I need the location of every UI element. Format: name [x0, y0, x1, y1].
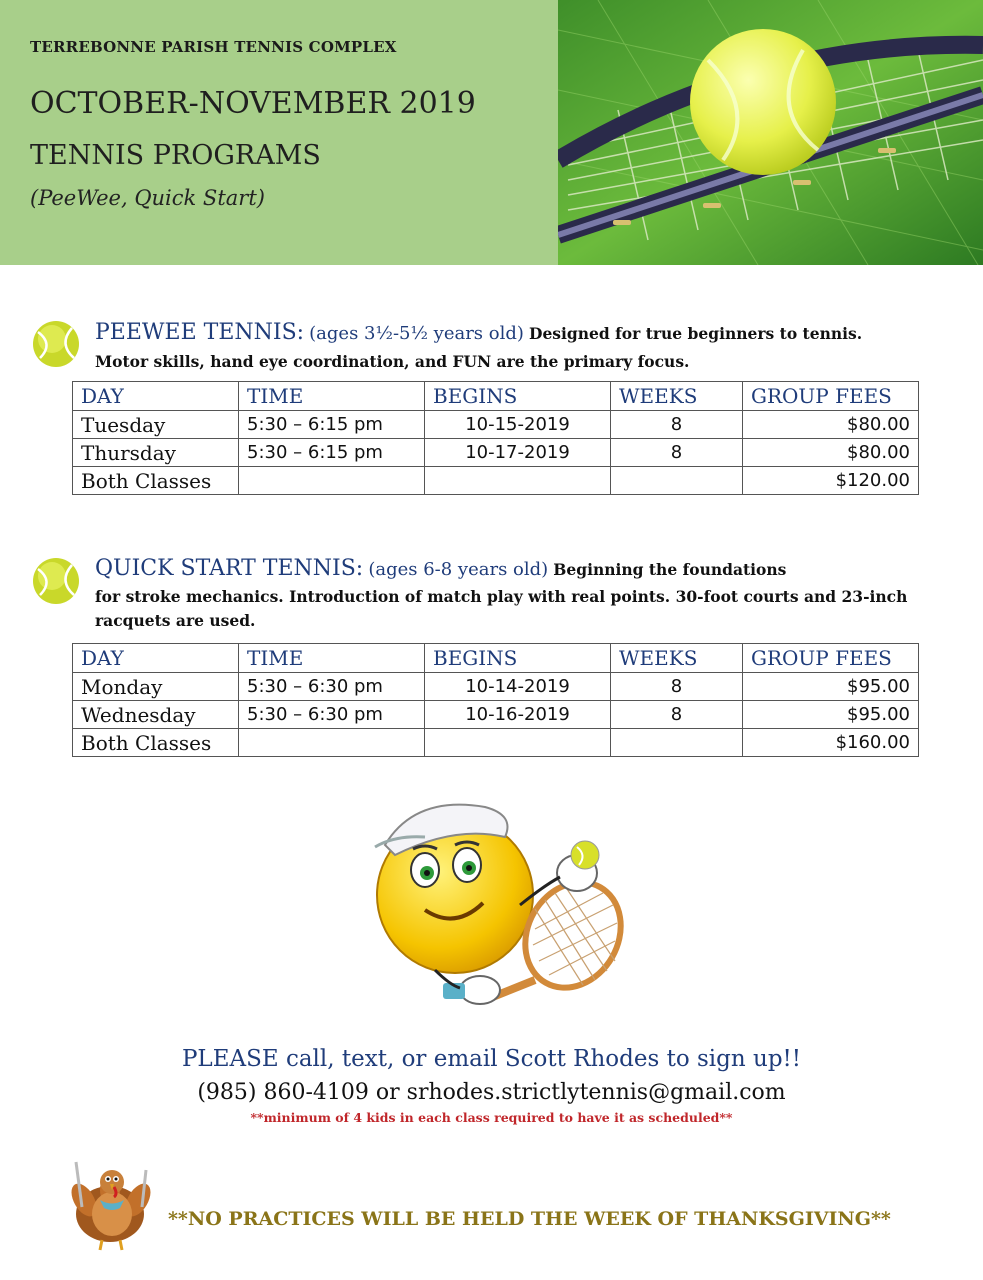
time-cell	[239, 729, 425, 757]
weeks-cell: 8	[611, 439, 743, 467]
weeks-cell: 8	[611, 411, 743, 439]
peewee-heading	[95, 320, 862, 345]
column-header-begins: BEGINS	[425, 644, 611, 673]
tennis-ball-icon	[32, 557, 80, 605]
quickstart-program-name: QUICK START TENNIS:	[95, 556, 364, 581]
column-header-begins: BEGINS	[425, 382, 611, 411]
peewee-description: Designed for true beginners to tennis.	[529, 324, 863, 343]
fee-cell: $80.00	[743, 411, 919, 439]
column-header-weeks: WEEKS	[611, 382, 743, 411]
column-header-time: TIME	[239, 382, 425, 411]
table-header-row	[73, 382, 919, 411]
day-cell: Monday	[73, 673, 239, 701]
weeks-cell: 8	[611, 701, 743, 729]
quickstart-heading	[95, 556, 786, 581]
table-row	[73, 439, 919, 467]
fee-cell: $95.00	[743, 673, 919, 701]
column-header-group-fees: GROUP FEES	[743, 382, 919, 411]
table-row	[73, 673, 919, 701]
column-header-weeks: WEEKS	[611, 644, 743, 673]
peewee-ages: (ages 3½-5½ years old)	[309, 323, 524, 344]
begins-cell: 10-17-2019	[425, 439, 611, 467]
day-cell: Thursday	[73, 439, 239, 467]
column-header-day: DAY	[73, 382, 239, 411]
table-row	[73, 467, 919, 495]
begins-cell: 10-16-2019	[425, 701, 611, 729]
peewee-program-name: PEEWEE TENNIS:	[95, 320, 305, 345]
table-row	[73, 729, 919, 757]
column-header-day: DAY	[73, 644, 239, 673]
table-header-row	[73, 644, 919, 673]
quickstart-description: Beginning the foundations	[553, 560, 787, 579]
weeks-cell: 8	[611, 673, 743, 701]
thanksgiving-notice: **NO PRACTICES WILL BE HELD THE WEEK OF THANKSGIVING**	[168, 1208, 891, 1230]
table-row	[73, 411, 919, 439]
smiley-tennis-player-illustration	[355, 785, 635, 1015]
time-cell: 5:30 – 6:30 pm	[239, 701, 425, 729]
column-header-time: TIME	[239, 644, 425, 673]
day-cell: Both Classes	[73, 467, 239, 495]
contact-phone-email: (985) 860-4109 or srhodes.strictlytennis@gmail.com	[197, 1080, 786, 1105]
fee-cell: $80.00	[743, 439, 919, 467]
begins-cell	[425, 729, 611, 757]
peewee-description-line2: Motor skills, hand eye coordination, and FUN are the primary focus.	[95, 352, 690, 371]
contact-call-to-action: PLEASE call, text, or email Scott Rhodes to sign up!!	[181, 1046, 802, 1072]
turkey-illustration	[62, 1152, 162, 1252]
quickstart-schedule-table	[72, 643, 919, 757]
day-cell: Wednesday	[73, 701, 239, 729]
column-header-group-fees: GROUP FEES	[743, 644, 919, 673]
minimum-enrollment-note: **minimum of 4 kids in each class required to have it as scheduled**	[250, 1110, 733, 1125]
begins-cell	[425, 467, 611, 495]
begins-cell: 10-15-2019	[425, 411, 611, 439]
peewee-schedule-table	[72, 381, 919, 495]
weeks-cell	[611, 729, 743, 757]
day-cell: Tuesday	[73, 411, 239, 439]
time-cell	[239, 467, 425, 495]
table-row	[73, 701, 919, 729]
tennis-ball-icon	[32, 320, 80, 368]
weeks-cell	[611, 467, 743, 495]
fee-cell: $120.00	[743, 467, 919, 495]
fee-cell: $160.00	[743, 729, 919, 757]
header-panel	[0, 0, 558, 265]
quickstart-description-line2: for stroke mechanics. Introduction of match play with real points. 30-foot courts and 23-inch	[95, 587, 908, 606]
organization-name: TERREBONNE PARISH TENNIS COMPLEX	[30, 38, 397, 56]
page-subtitle: (PeeWee, Quick Start)	[30, 186, 265, 210]
time-cell: 5:30 – 6:30 pm	[239, 673, 425, 701]
page-title-line1: OCTOBER-NOVEMBER 2019	[30, 86, 476, 121]
begins-cell: 10-14-2019	[425, 673, 611, 701]
page-title-line2: TENNIS PROGRAMS	[30, 140, 321, 171]
quickstart-ages: (ages 6-8 years old)	[368, 559, 549, 580]
time-cell: 5:30 – 6:15 pm	[239, 439, 425, 467]
time-cell: 5:30 – 6:15 pm	[239, 411, 425, 439]
fee-cell: $95.00	[743, 701, 919, 729]
day-cell: Both Classes	[73, 729, 239, 757]
quickstart-description-line3: racquets are used.	[95, 611, 256, 630]
tennis-racquet-banner-image	[558, 0, 983, 265]
